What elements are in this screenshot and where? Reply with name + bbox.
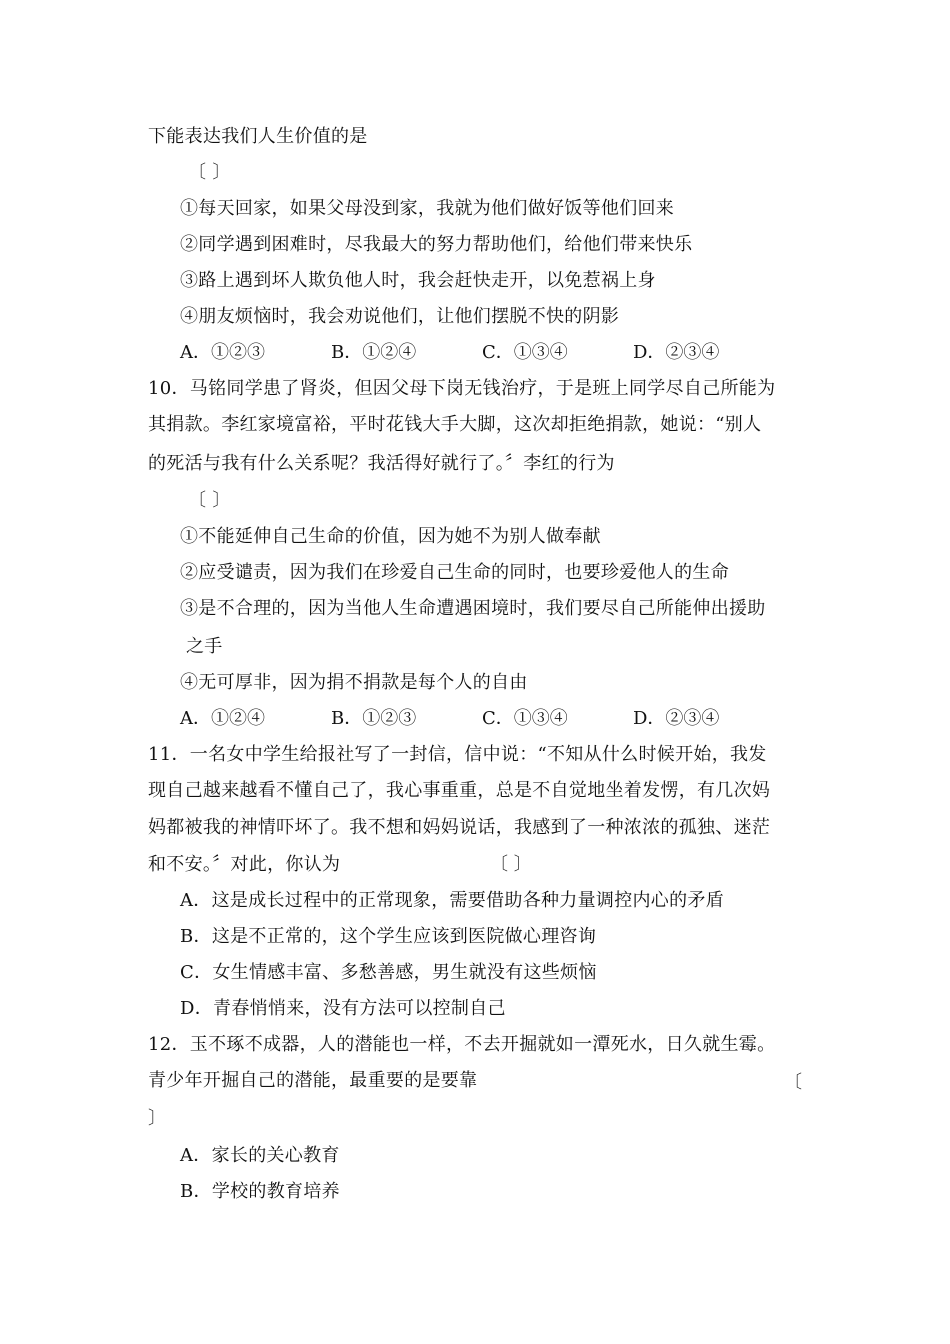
statement-1: ①不能延伸自己生命的价值，因为她不为别人做奉献 (180, 526, 601, 547)
question-10-line-2: 其捐款。李红家境富裕，平时花钱大手大脚，这次却拒绝捐款，她说：“别人 (148, 414, 762, 435)
q9-option-b: B．①②④ (331, 342, 417, 363)
statement-3: ③路上遇到坏人欺负他人时，我会赶快走开，以免惹祸上身 (180, 270, 656, 291)
statement-3: ③是不合理的，因为当他人生命遭遇困境时，我们要尽自己所能伸出援助 (180, 598, 766, 619)
question-10-line-3: 的死活与我有什么关系呢？我活得好就行了。〞李红的行为 (148, 453, 615, 474)
answer-bracket-close: 〕 (148, 1108, 167, 1129)
question-12-line-2: 青少年开掘自己的潜能，最重要的是要靠 (148, 1070, 478, 1091)
q9-option-d: D．②③④ (633, 342, 720, 363)
q11-option-c: C．女生情感丰富、多愁善感，男生就没有这些烦恼 (180, 962, 597, 983)
q9-option-a: A．①②③ (180, 342, 265, 363)
question-11-line-3: 妈都被我的神情吓坏了。我不想和妈妈说话，我感到了一种浓浓的孤独、迷茫 (148, 817, 771, 838)
statement-3-continued: 之手 (186, 636, 223, 657)
question-12-line-1: 12．玉不琢不成器，人的潜能也一样，不去开掘就如一潭死水，日久就生霉。 (148, 1034, 776, 1055)
q10-option-d: D．②③④ (633, 708, 720, 729)
q10-option-c: C．①③④ (482, 708, 568, 729)
q12-option-a: A．家长的关心教育 (180, 1145, 340, 1166)
question-9-stem-tail: 下能表达我们人生价值的是 (148, 126, 368, 147)
q12-option-b: B．学校的教育培养 (180, 1181, 340, 1202)
q11-option-b: B．这是不正常的，这个学生应该到医院做心理咨询 (180, 926, 597, 947)
answer-bracket: 〔 〕 (490, 854, 532, 875)
answer-bracket: 〔 〕 (188, 162, 231, 183)
statement-2: ②同学遇到困难时，尽我最大的努力帮助他们，给他们带来快乐 (180, 234, 693, 255)
q9-option-c: C．①③④ (482, 342, 568, 363)
question-11-line-4: 和不安。〞对此，你认为 (148, 854, 341, 875)
q11-option-a: A．这是成长过程中的正常现象，需要借助各种力量调控内心的矛盾 (180, 890, 724, 911)
q10-option-a: A．①②④ (180, 708, 265, 729)
answer-bracket: 〔 〕 (188, 490, 231, 511)
question-11-line-1: 11．一名女中学生给报社写了一封信，信中说：“不知从什么时候开始，我发 (148, 744, 767, 765)
statement-2: ②应受谴责，因为我们在珍爱自己生命的同时，也要珍爱他人的生命 (180, 562, 729, 583)
question-10-line-1: 10．马铭同学患了肾炎，但因父母下岗无钱治疗，于是班上同学尽自己所能为 (148, 378, 776, 399)
statement-4: ④朋友烦恼时，我会劝说他们，让他们摆脱不快的阴影 (180, 306, 620, 327)
statement-4: ④无可厚非，因为捐不捐款是每个人的自由 (180, 672, 528, 693)
q10-option-b: B．①②③ (331, 708, 417, 729)
question-11-line-2: 现自己越来越看不懂自己了，我心事重重，总是不自觉地坐着发愣，有几次妈 (148, 780, 771, 801)
q11-option-d: D．青春悄悄来，没有方法可以控制自己 (180, 998, 506, 1019)
statement-1: ①每天回家，如果父母没到家，我就为他们做好饭等他们回来 (180, 198, 675, 219)
answer-bracket-open: 〔 (784, 1072, 802, 1093)
